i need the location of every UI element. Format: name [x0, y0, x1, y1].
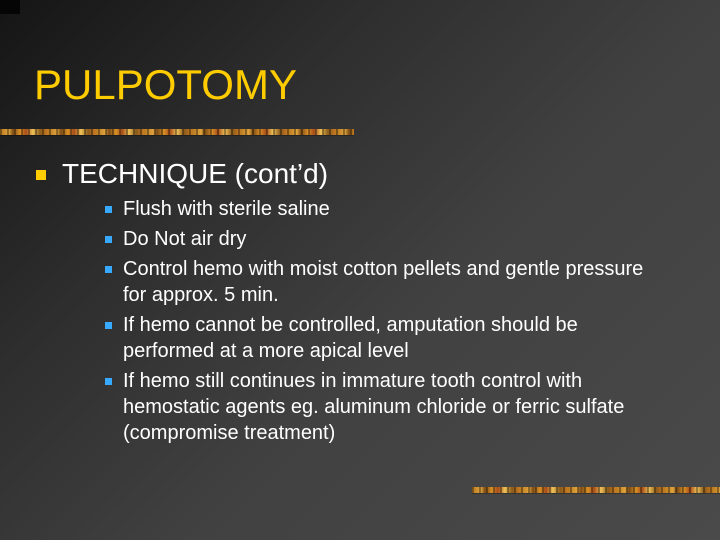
subpoint-text: If hemo cannot be controlled, amputation should be performed at a more apical level [123, 314, 578, 362]
subpoint-item [105, 196, 665, 222]
corner-block [0, 0, 20, 14]
square-bullet-icon [36, 170, 46, 180]
main-bullet-item [36, 157, 328, 190]
bottom-divider [472, 487, 720, 493]
title-divider [0, 129, 354, 135]
subpoint-text: If hemo still continues in immature tooth control with hemostatic agents eg. aluminum chloride or ferric sulfate (compromise treatment) [123, 370, 625, 444]
subpoint-item [105, 256, 665, 308]
square-bullet-icon [105, 322, 112, 329]
square-bullet-icon [105, 206, 112, 213]
square-bullet-icon [105, 266, 112, 273]
main-bullet-text: TECHNIQUE (cont’d) [62, 158, 329, 189]
square-bullet-icon [105, 378, 112, 385]
square-bullet-icon [105, 236, 112, 243]
subpoint-item [105, 312, 665, 364]
subpoint-item [105, 226, 665, 252]
subpoint-text: Control hemo with moist cotton pellets and gentle pressure for approx. 5 min. [123, 258, 644, 306]
subpoint-text: Do Not air dry [123, 228, 247, 250]
subpoint-text: Flush with sterile saline [123, 198, 330, 220]
slide-title: PULPOTOMY [34, 61, 297, 108]
subpoint-item [105, 368, 665, 446]
technique-subpoints [105, 196, 665, 450]
